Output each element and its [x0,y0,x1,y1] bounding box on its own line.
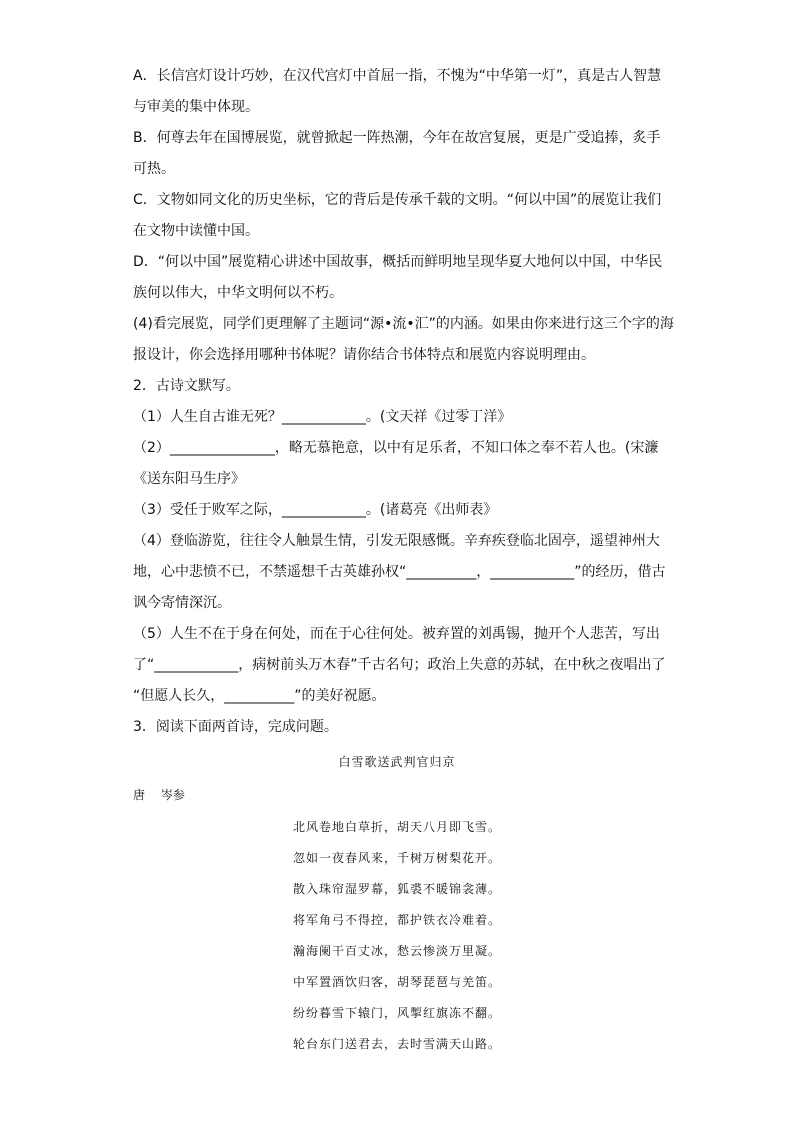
recite-item-4-line-1: （4）登临游览，往往令人触景生情，引发无限感慨。辛弃疾登临北固亭，遥望神州大 [133,533,660,549]
poem-author: 唐 岑参 [133,788,185,802]
recite-item-4-line-2: 地，心中悲愤不已，不禁遥想千古英雄孙权“__________，____________”的经历，借古 [133,564,666,580]
poem-line: 纷纷暮雪下辕门，风掣红旗冻不翻。 [292,1006,501,1020]
recite-item-5-line-2: 了“____________，病树前头万木春”千古名句；政治上失意的苏轼，在中秋之夜唱出了 [133,657,666,673]
option-a-line-1: A．长信宫灯设计巧妙，在汉代宫灯中首屈一指，不愧为“中华第一灯”，真是古人智慧 [133,68,662,84]
option-d-line-2: 族何以伟大，中华文明何以不朽。 [133,285,343,301]
recite-item-4-line-3: 讽今寄情深沉。 [133,595,231,611]
question-4-line-2: 报设计，你会选择用哪种书体呢？请你结合书体特点和展览内容说明理由。 [133,347,595,363]
poem-line: 忽如一夜春风来，千树万树梨花开。 [292,851,501,865]
option-b-line-2: 可热。 [133,161,175,177]
option-c-line-2: 在文物中读懂中国。 [133,223,259,239]
poem-line: 中军置酒饮归客，胡琴琵琶与羌笛。 [292,975,501,989]
poem-line: 瀚海阑干百丈冰，愁云惨淡万里凝。 [292,944,501,958]
poem-line: 轮台东门送君去，去时雪满天山路。 [292,1037,501,1051]
poem-line: 散入珠帘湿罗幕，狐裘不暖锦衾薄。 [292,882,501,896]
question-4-line-1: (4)看完展览，同学们更理解了主题词“源•流•汇”的内涵。如果由你来进行这三个字的海 [133,316,674,332]
poem-title: 白雪歌送武判官归京 [338,755,456,769]
option-a-line-2: 与审美的集中体现。 [133,99,259,115]
recite-item-3: （3）受任于败军之际，____________。(诸葛亮《出师表》 [133,502,498,518]
option-c-line-1: C．文物如同文化的历史坐标，它的背后是传承千载的文明。“何以中国”的展览让我们 [133,192,662,208]
recite-item-1: （1）人生自古谁无死？____________。(文天祥《过零丁洋》 [133,409,512,425]
section-2-heading: 2．古诗文默写。 [133,378,240,394]
recite-item-2-line-2: 《送东阳马生序》 [133,471,245,487]
poem-line: 将军角弓不得控，都护铁衣冷难着。 [292,913,501,927]
option-b-line-1: B．何尊去年在国博展览，就曾掀起一阵热潮，今年在故宫复展，更是广受追捧，炙手 [133,130,661,146]
section-3-heading: 3．阅读下面两首诗，完成问题。 [133,719,338,735]
option-d-line-1: D．“何以中国”展览精心讲述中国故事，概括而鲜明地呈现华夏大地何以中国，中华民 [133,254,663,270]
recite-item-5-line-3: “但愿人长久，__________”的美好祝愿。 [133,688,386,704]
recite-item-5-line-1: （5）人生不在于身在何处，而在于心往何处。被弃置的刘禹锡，抛开个人悲苦，写出 [133,626,660,642]
recite-item-2-line-1: （2）_______________，略无慕艳意，以中有足乐者，不知口体之奉不若人也。(宋濂 [133,440,659,456]
poem-line: 北风卷地白草折，胡天八月即飞雪。 [292,820,501,834]
